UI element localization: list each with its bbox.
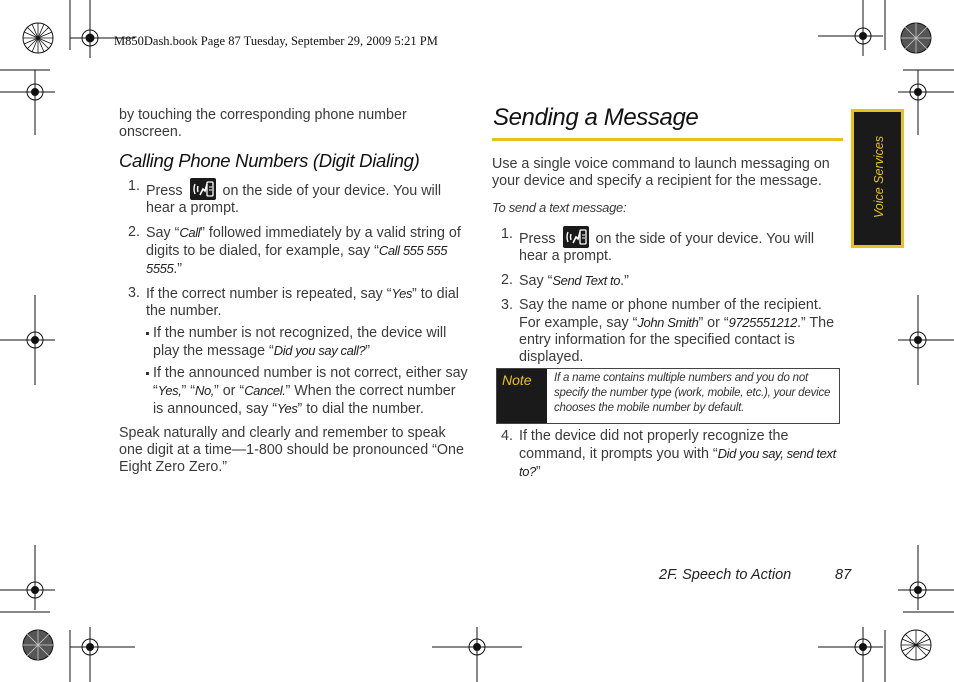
step-text: Say “ — [146, 225, 180, 241]
note-label: Note — [497, 369, 547, 423]
step-text: Say “ — [519, 273, 553, 289]
voice-command: Yes — [391, 286, 413, 301]
section-heading-digit-dialing: Calling Phone Numbers (Digit Dialing) — [119, 150, 420, 171]
voice-command: Yes, — [157, 383, 182, 398]
voice-command: Did you say, send text to? — [519, 446, 836, 479]
step-text: If the device did not properly recognize the command, it prompts you with “ — [519, 428, 789, 462]
voice-command: Call — [179, 225, 201, 240]
digit-dialing-steps — [119, 178, 469, 418]
voice-command: John Smith — [637, 315, 699, 330]
crosshair-mark — [898, 295, 954, 385]
footer-section-title: 2F. Speech to Action — [659, 567, 792, 583]
step-text: Press — [519, 231, 556, 247]
starburst-mark-top-right — [901, 23, 931, 53]
note-text: If a name contains multiple numbers and you do not specify the number type (work, mobile, etc.), your device chooses the mobile number by default. — [554, 372, 831, 414]
voice-command: Did you say call? — [273, 343, 366, 358]
bullet-text: ” When the correct number is announced, say “ — [153, 383, 456, 417]
starburst-mark-bottom-right — [901, 630, 931, 660]
step-number: 3. — [501, 297, 513, 313]
list-item — [146, 365, 469, 418]
step-text: ” followed immediately by a valid string of digits to be dialed, for example, say “ — [146, 225, 461, 259]
send-message-steps-continued — [492, 428, 842, 481]
list-item — [119, 285, 469, 418]
heading-underline — [492, 138, 843, 141]
bullet-text: ” or “ — [214, 383, 245, 399]
list-item — [492, 428, 842, 481]
step-number: 3. — [128, 285, 140, 301]
step-text: .” The entry information for the specified contact is displayed. — [519, 315, 835, 365]
bullet-square-icon — [146, 332, 149, 335]
crosshair-mark — [70, 627, 135, 682]
voice-command: Cancel. — [244, 383, 286, 398]
bullet-text: ” to dial the number. — [297, 401, 424, 417]
crosshair-mark — [818, 0, 885, 56]
step-text: .” — [620, 273, 629, 289]
side-tab-label: Voice Services — [872, 135, 886, 219]
voice-command: 9725551212 — [728, 315, 797, 330]
step-number: 2. — [128, 224, 140, 240]
starburst-mark-top-left — [23, 23, 53, 53]
crosshair-mark — [0, 70, 55, 135]
crosshair-mark — [818, 627, 885, 682]
note-box — [496, 368, 840, 424]
page-number: 87 — [835, 567, 852, 583]
list-item — [492, 272, 842, 290]
step-text: ” — [535, 464, 541, 480]
left-intro-text: by touching the corresponding phone number onscreen. — [119, 107, 407, 140]
crosshair-mark — [70, 0, 135, 58]
step-text: ” to dial the number. — [146, 286, 459, 319]
result-bullets — [146, 325, 469, 418]
crosshair-mark — [898, 545, 954, 612]
bullet-text: ” “ — [181, 383, 195, 399]
bullet-text: If the number is not recognized, the device will play the message “ — [153, 325, 447, 359]
list-item — [492, 297, 842, 366]
crosshair-mark — [898, 70, 954, 135]
voice-command: Send Text to — [552, 273, 621, 288]
step-text: on the side of your device. You will hear a prompt. — [146, 183, 442, 216]
bullet-square-icon — [146, 372, 149, 375]
bullet-text: ” — [365, 343, 371, 359]
voice-command: No, — [194, 383, 214, 398]
left-closing-text: Speak naturally and clearly and remember to speak one digit at a time—1-800 should be pronounced “One Eight Zero Zero.” — [119, 425, 464, 475]
starburst-mark-bottom-left — [23, 630, 53, 660]
step-text: Press — [146, 183, 183, 199]
list-item — [119, 178, 469, 217]
step-number: 1. — [128, 178, 140, 194]
step-number: 4. — [501, 428, 513, 444]
voice-command: Call 555 555 5555 — [146, 243, 448, 276]
talk-key-icon — [563, 226, 589, 248]
section-heading-sending-message: Sending a Message — [493, 104, 699, 131]
voice-command: Yes — [276, 401, 298, 416]
step-number: 1. — [501, 226, 513, 242]
book-header-info: M850Dash.book Page 87 Tuesday, September 29, 2009 5:21 PM — [114, 34, 438, 48]
step-text: .” — [173, 261, 183, 277]
side-tab-voice-services — [851, 109, 904, 248]
talk-key-icon — [190, 178, 216, 200]
right-column — [492, 156, 842, 373]
step-text: If the correct number is repeated, say “ — [146, 286, 392, 302]
left-column — [119, 107, 469, 476]
send-message-step-4 — [492, 428, 842, 488]
crosshair-mark — [0, 295, 55, 385]
step-text: ” or “ — [698, 315, 729, 331]
bullet-text: If the announced number is not correct, either say “ — [153, 365, 468, 399]
list-item — [492, 226, 842, 265]
crosshair-mark — [432, 627, 522, 682]
list-item — [119, 224, 469, 278]
step-text: on the side of your device. You will hear a prompt. — [519, 231, 815, 264]
list-item — [146, 325, 469, 360]
subhead-send-text: To send a text message: — [492, 200, 627, 215]
send-message-steps — [492, 226, 842, 366]
right-intro-text: Use a single voice command to launch messaging on your device and specify a recipient for the message. — [492, 156, 830, 189]
crosshair-mark — [0, 545, 55, 612]
step-number: 2. — [501, 272, 513, 288]
step-text: Say the name or phone number of the recipient. For example, say “ — [519, 297, 822, 331]
